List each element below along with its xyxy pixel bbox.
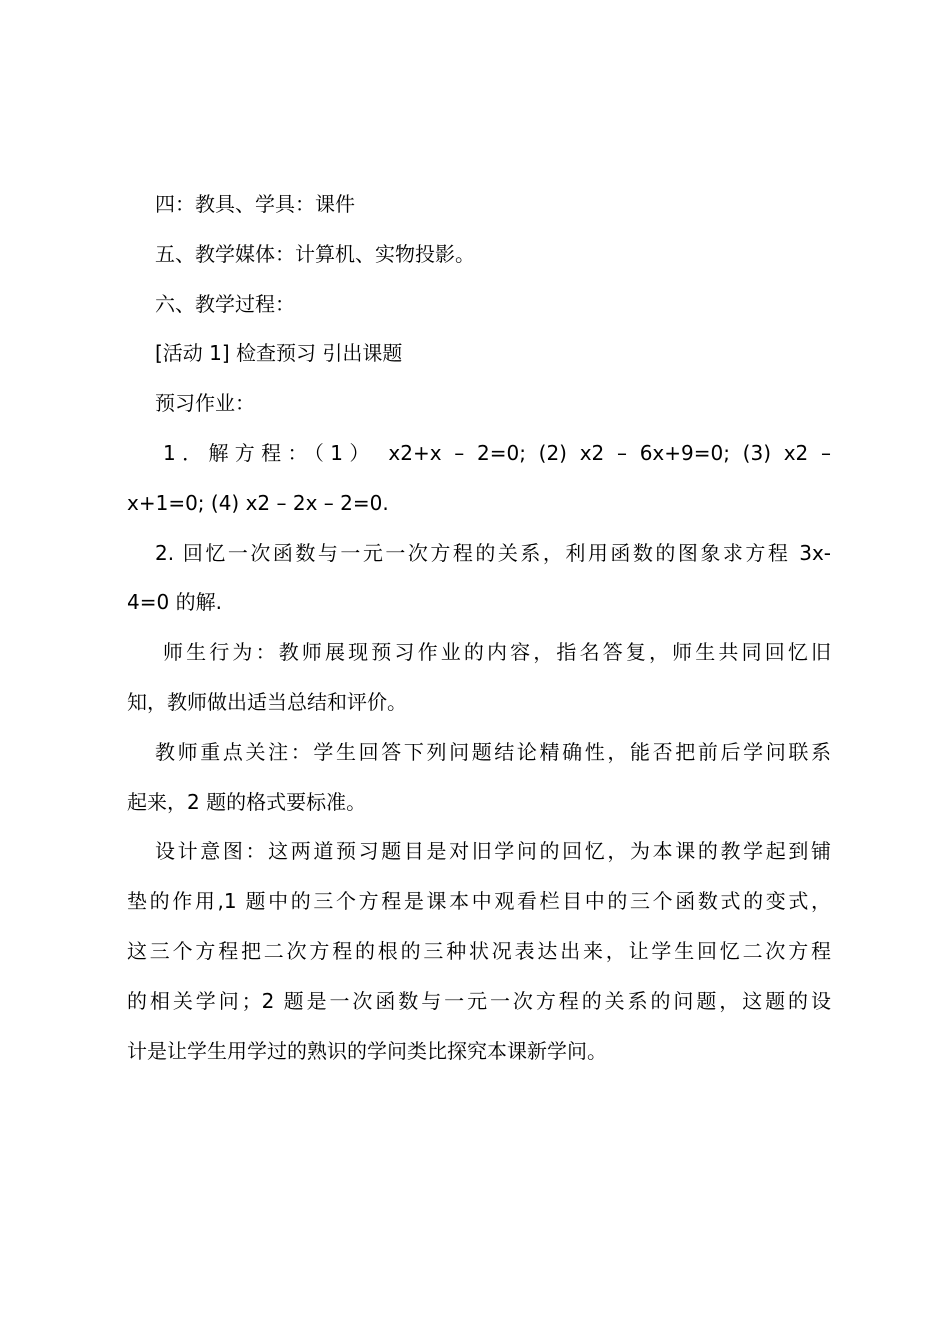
design-intent-line-1: 设计意图：这两道预习题目是对旧学问的回忆，为本课的教学起到铺 [155, 839, 831, 864]
exercise-2-line-1: 2. 回忆一次函数与一元一次方程的关系，利用函数的图象求方程 3x- [155, 540, 831, 565]
exercise-1-line-2: x+1=0; (4) x2 – 2x – 2=0. [127, 490, 389, 515]
section-teaching-aids: 四：教具、学具：课件 [155, 192, 355, 216]
design-intent-line-2: 垫的作用,1 题中的三个方程是课本中观看栏目中的三个函数式的变式， [127, 889, 831, 914]
document-body [127, 180, 831, 1076]
exercise-2-line-2: 4=0 的解. [127, 590, 222, 615]
teacher-student-activity-line-1: 师生行为：教师展现预习作业的内容，指名答复，师生共同回忆旧 [163, 640, 831, 665]
exercise-1-line-1: 1．解方程：（1） x2+x – 2=0; (2) x2 – 6x+9=0; (3) x2 – [163, 440, 831, 465]
design-intent-line-3: 这三个方程把二次方程的根的三种状况表达出来，让学生回忆二次方程 [127, 938, 831, 963]
activity-heading: [活动 1] 检查预习 引出课题 [155, 341, 403, 366]
section-teaching-process: 六、教学过程： [155, 291, 295, 316]
teacher-focus-line-1: 教师重点关注：学生回答下列问题结论精确性，能否把前后学问联系 [155, 739, 831, 764]
teacher-focus-line-2: 起来，2 题的格式要标准。 [127, 789, 367, 814]
teacher-student-activity-line-2: 知，教师做出适当总结和评价。 [127, 689, 407, 714]
design-intent-line-4: 的相关学问；2 题是一次函数与一元一次方程的关系的问题，这题的设 [127, 988, 831, 1013]
section-teaching-media: 五、教学媒体：计算机、实物投影。 [155, 241, 475, 266]
design-intent-line-5: 计是让学生用学过的熟识的学问类比探究本课新学问。 [127, 1038, 607, 1063]
preview-homework-heading: 预习作业： [155, 391, 255, 416]
